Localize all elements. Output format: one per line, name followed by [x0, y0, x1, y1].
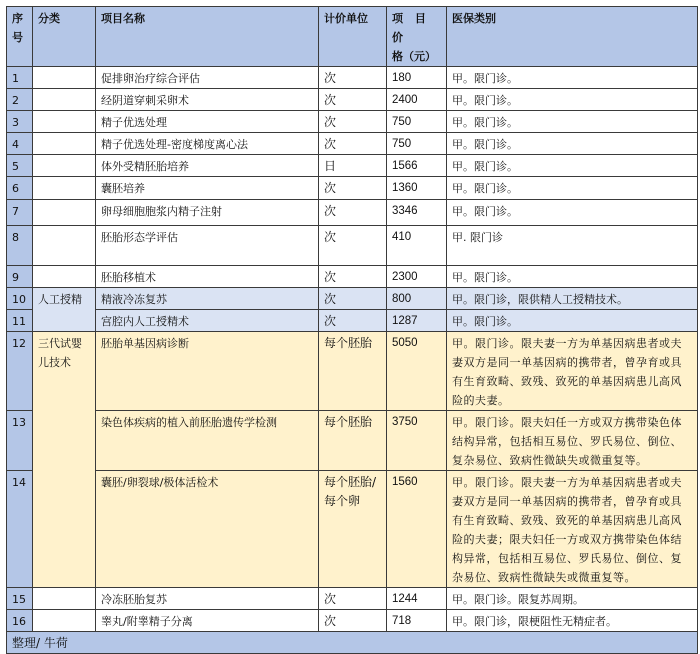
row-insurance: 甲。限门诊。 [447, 155, 698, 177]
row-name: 卵母细胞胞浆内精子注射 [96, 200, 319, 226]
row-insurance: 甲。限门诊，限梗阻性无精症者。 [447, 610, 698, 632]
row-insurance: 甲。限门诊。 [447, 310, 698, 332]
table-row [7, 266, 698, 288]
header-insurance: 医保类别 [447, 7, 698, 67]
table-row [7, 133, 698, 155]
row-category [33, 200, 96, 226]
row-num: 12 [7, 332, 33, 411]
row-category [33, 177, 96, 200]
header-row [7, 7, 698, 67]
row-name: 经阴道穿刺采卵术 [96, 89, 319, 111]
row-num: 9 [7, 266, 33, 288]
row-unit: 每个胚胎 [319, 332, 387, 411]
row-name: 宫腔内人工授精术 [96, 310, 319, 332]
table-row [7, 332, 698, 411]
table-row [7, 177, 698, 200]
row-unit: 次 [319, 67, 387, 89]
row-num: 7 [7, 200, 33, 226]
row-price: 750 [387, 133, 447, 155]
row-insurance: 甲。限门诊。 [447, 89, 698, 111]
row-name: 囊胚培养 [96, 177, 319, 200]
table-row [7, 226, 698, 266]
row-unit: 日 [319, 155, 387, 177]
row-name: 精子优选处理 [96, 111, 319, 133]
row-num: 15 [7, 588, 33, 610]
row-num: 8 [7, 226, 33, 266]
row-category [33, 226, 96, 266]
row-num: 13 [7, 411, 33, 471]
table-row [7, 411, 698, 471]
fee-table [6, 6, 698, 654]
row-unit: 次 [319, 177, 387, 200]
row-price: 3346 [387, 200, 447, 226]
row-name: 睾丸/附睾精子分离 [96, 610, 319, 632]
row-unit: 次 [319, 133, 387, 155]
table-row [7, 200, 698, 226]
row-name: 体外受精胚胎培养 [96, 155, 319, 177]
row-price: 1560 [387, 471, 447, 588]
row-name: 胚胎形态学评估 [96, 226, 319, 266]
row-price: 2400 [387, 89, 447, 111]
row-num: 16 [7, 610, 33, 632]
row-insurance: 甲。限门诊。 [447, 67, 698, 89]
header-category: 分类 [33, 7, 96, 67]
row-insurance: 甲。限门诊。 [447, 133, 698, 155]
row-insurance: 甲。限门诊。 [447, 111, 698, 133]
row-num: 4 [7, 133, 33, 155]
row-price: 718 [387, 610, 447, 632]
row-price: 3750 [387, 411, 447, 471]
row-unit: 次 [319, 310, 387, 332]
row-unit: 次 [319, 588, 387, 610]
row-num: 11 [7, 310, 33, 332]
row-insurance: 甲。限门诊。限夫妻一方为单基因病患者或夫妻双方是同一单基因病的携带者，曾孕育或具有生育致畸、致残、致死的单基因病患儿高风险的夫妻；限夫妇任一方或双方携带染色体结构异常，包括相互易位、罗氏易位、倒位、复杂易位、致病性微缺失或微重复等。 [447, 471, 698, 588]
row-num: 10 [7, 288, 33, 310]
row-num: 2 [7, 89, 33, 111]
table-row [7, 155, 698, 177]
row-insurance: 甲。限门诊。 [447, 177, 698, 200]
row-category [33, 588, 96, 610]
row-unit: 次 [319, 610, 387, 632]
table-row [7, 288, 698, 310]
row-name: 冷冻胚胎复苏 [96, 588, 319, 610]
row-price: 180 [387, 67, 447, 89]
table-row [7, 610, 698, 632]
row-price: 800 [387, 288, 447, 310]
row-num: 3 [7, 111, 33, 133]
row-category: 人工授精 [33, 288, 96, 332]
row-insurance: 甲。限门诊。限夫妻一方为单基因病患者或夫妻双方是同一单基因病的携带者，曾孕育或具有生育致畸、致残、致死的单基因病患儿高风险的夫妻。 [447, 332, 698, 411]
row-unit: 每个胚胎/每个卵 [319, 471, 387, 588]
row-price: 1566 [387, 155, 447, 177]
row-category [33, 133, 96, 155]
row-category [33, 67, 96, 89]
row-category [33, 155, 96, 177]
row-num: 6 [7, 177, 33, 200]
row-name: 精子优选处理-密度梯度离心法 [96, 133, 319, 155]
row-name: 胚胎移植术 [96, 266, 319, 288]
row-unit: 次 [319, 89, 387, 111]
row-price: 410 [387, 226, 447, 266]
table-row [7, 310, 698, 332]
row-insurance: 甲。限门诊。 [447, 200, 698, 226]
table-row [7, 67, 698, 89]
header-num: 序 号 [7, 7, 33, 67]
row-insurance: 甲。限门诊。限夫妇任一方或双方携带染色体结构异常，包括相互易位、罗氏易位、倒位、复杂易位、致病性微缺失或微重复等。 [447, 411, 698, 471]
row-name: 胚胎单基因病诊断 [96, 332, 319, 411]
row-name: 囊胚/卵裂球/极体活检术 [96, 471, 319, 588]
table-row [7, 111, 698, 133]
row-unit: 次 [319, 266, 387, 288]
row-unit: 次 [319, 288, 387, 310]
row-num: 5 [7, 155, 33, 177]
footer-row [7, 632, 698, 654]
table-row [7, 471, 698, 588]
row-unit: 每个胚胎 [319, 411, 387, 471]
table-row [7, 588, 698, 610]
row-price: 1287 [387, 310, 447, 332]
row-category [33, 266, 96, 288]
row-category [33, 89, 96, 111]
header-unit: 计价单位 [319, 7, 387, 67]
row-unit: 次 [319, 226, 387, 266]
row-name: 染色体疾病的植入前胚胎遗传学检测 [96, 411, 319, 471]
table-row [7, 89, 698, 111]
row-price: 2300 [387, 266, 447, 288]
row-name: 促排卵治疗综合评估 [96, 67, 319, 89]
row-insurance: 甲. 限门诊 [447, 226, 698, 266]
row-insurance: 甲。限门诊。 [447, 266, 698, 288]
row-name: 精液冷冻复苏 [96, 288, 319, 310]
row-insurance: 甲。限门诊。限复苏周期。 [447, 588, 698, 610]
row-price: 1360 [387, 177, 447, 200]
row-category: 三代试婴儿技术 [33, 332, 96, 588]
row-price: 5050 [387, 332, 447, 411]
row-insurance: 甲。限门诊，限供精人工授精技术。 [447, 288, 698, 310]
row-category [33, 111, 96, 133]
row-num: 1 [7, 67, 33, 89]
row-price: 1244 [387, 588, 447, 610]
footer-credit: 整理/ 牛荷 [7, 632, 698, 654]
row-price: 750 [387, 111, 447, 133]
header-name: 项目名称 [96, 7, 319, 67]
header-price: 项 目 价 格（元） [387, 7, 447, 67]
row-unit: 次 [319, 111, 387, 133]
row-unit: 次 [319, 200, 387, 226]
row-category [33, 610, 96, 632]
row-num: 14 [7, 471, 33, 588]
